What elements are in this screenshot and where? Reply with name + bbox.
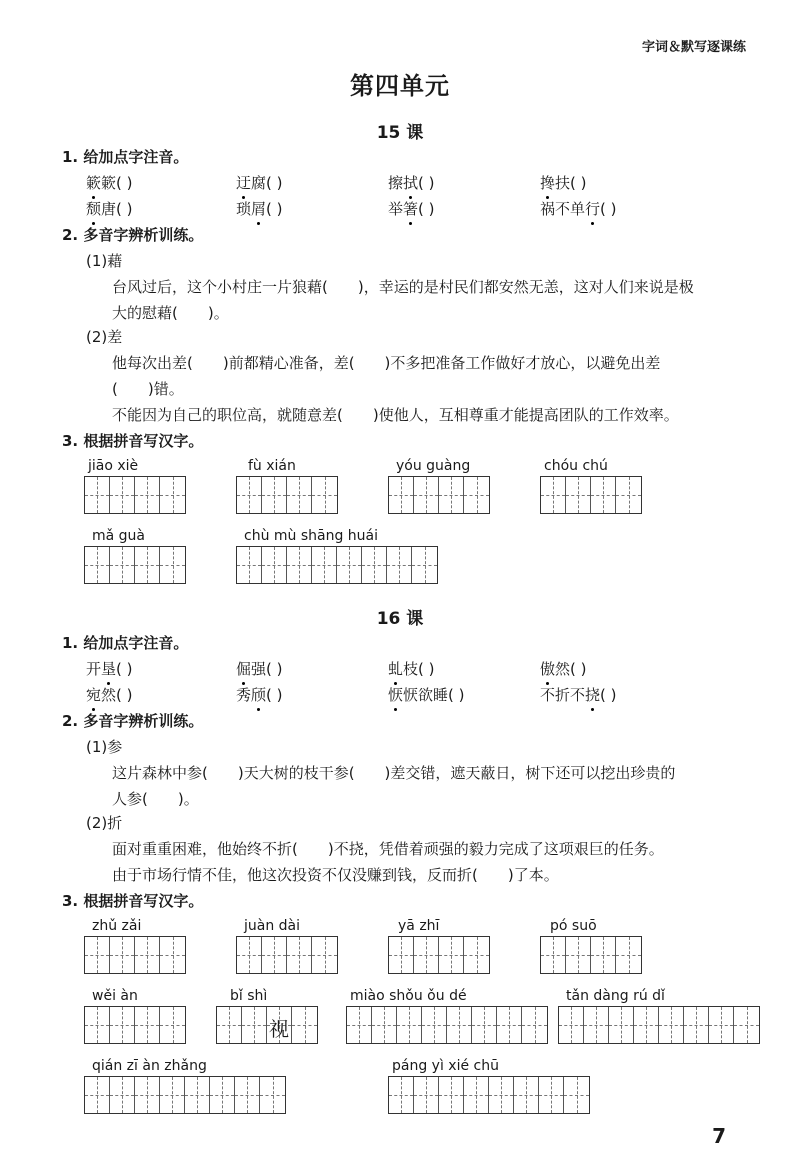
l15-q2-title: 2. 多音字辨析训练。 [62,226,204,244]
pinyin-label: pó suō [550,918,597,934]
writing-grid[interactable] [84,1076,286,1114]
pinyin-label: mǎ guà [92,528,146,544]
l15-q3-title: 3. 根据拼音写汉字。 [62,432,204,450]
l16-q1-item: 宛然( ) [86,686,133,704]
pinyin-label: jiāo xiè [88,458,139,474]
writing-grid[interactable] [540,936,642,974]
writing-grid[interactable] [216,1006,318,1044]
l15-q1-item: 迂腐( ) [236,174,283,192]
unit-title: 第四单元 [350,72,450,100]
l15-q2-sub1: (1)藉 [86,252,123,270]
pinyin-label: chù mù shāng huái [244,528,379,544]
page-header: 字词＆默写逐课练 [641,40,746,55]
writing-grid[interactable] [388,476,490,514]
l16-q2-sub1-line: 这片森林中参( )天大树的枝干参( )差交错，遮天蔽日，树下还可以挖出珍贵的 [112,764,676,782]
l16-q3-title: 3. 根据拼音写汉字。 [62,892,204,910]
pinyin-label: wěi àn [92,988,138,1004]
l15-q1-title: 1. 给加点字注音。 [62,148,189,166]
l15-q2-sub2-line: ( )错。 [112,380,184,398]
l15-q1-item: 颓唐( ) [86,200,133,218]
filled-character: 视 [269,1017,289,1041]
writing-grid[interactable] [346,1006,548,1044]
pinyin-label: bǐ shì [230,988,268,1004]
writing-grid[interactable] [84,476,186,514]
writing-grid[interactable] [388,1076,590,1114]
writing-grid[interactable] [84,546,186,584]
l15-q1-item: 举箸( ) [388,200,435,218]
writing-grid[interactable] [84,936,186,974]
l15-q2-sub1-line: 大的慰藉( )。 [112,304,229,322]
lesson-16-title: 16 课 [376,609,424,629]
l16-q1-item: 恹恹欲睡( ) [388,686,465,704]
page-number: 7 [712,1124,726,1148]
l16-q1-item: 开垦( ) [86,660,133,678]
l16-q1-item: 倔强( ) [236,660,283,678]
pinyin-label: zhǔ zǎi [92,918,142,934]
l16-q1-item: 不折不挠( ) [540,686,617,704]
pinyin-label: qián zī àn zhǎng [92,1058,207,1074]
lesson-15-title: 15 课 [376,123,424,143]
l15-q2-sub2-line: 不能因为自己的职位高，就随意差( )使他人，互相尊重才能提高团队的工作效率。 [112,406,679,424]
l16-q1-title: 1. 给加点字注音。 [62,634,189,652]
l16-q2-title: 2. 多音字辨析训练。 [62,712,204,730]
pinyin-label: tǎn dàng rú dǐ [566,988,665,1004]
l16-q1-item: 傲然( ) [540,660,587,678]
l16-q1-item: 虬枝( ) [388,660,435,678]
writing-grid[interactable] [540,476,642,514]
writing-grid[interactable] [236,936,338,974]
writing-grid[interactable] [558,1006,760,1044]
pinyin-label: yóu guàng [396,458,471,474]
pinyin-label: miào shǒu ǒu dé [350,988,467,1004]
l16-q2-sub2: (2)折 [86,814,123,832]
pinyin-label: juàn dài [244,918,301,934]
l16-q2-sub2-line: 面对重重困难，他始终不折( )不挠，凭借着顽强的毅力完成了这项艰巨的任务。 [112,840,664,858]
l15-q1-item: 搀扶( ) [540,174,587,192]
l16-q1-item: 秀颀( ) [236,686,283,704]
l16-q2-sub1-line: 人参( )。 [112,790,199,808]
l15-q2-sub2-line: 他每次出差( )前都精心准备，差( )不多把准备工作做好才放心，以避免出差 [112,354,661,372]
l15-q2-sub2: (2)差 [86,328,123,346]
writing-grid[interactable] [236,546,438,584]
pinyin-label: yā zhī [398,918,440,934]
l15-q1-item: 祸不单行( ) [540,200,617,218]
pinyin-label: fù xián [248,458,296,474]
writing-grid[interactable] [84,1006,186,1044]
l15-q1-item: 簌簌( ) [86,174,133,192]
writing-grid[interactable] [236,476,338,514]
l15-q2-sub1-line: 台风过后，这个小村庄一片狼藉( )，幸运的是村民们都安然无恙，这对人们来说是极 [112,278,694,296]
pinyin-label: chóu chú [544,458,608,474]
pinyin-label: páng yì xié chū [392,1058,499,1074]
l16-q2-sub1: (1)参 [86,738,123,756]
l15-q1-item: 琐屑( ) [236,200,283,218]
l15-q1-item: 擦拭( ) [388,174,435,192]
l16-q2-sub2-line: 由于市场行情不佳，他这次投资不仅没赚到钱，反而折( )了本。 [112,866,559,884]
writing-grid[interactable] [388,936,490,974]
